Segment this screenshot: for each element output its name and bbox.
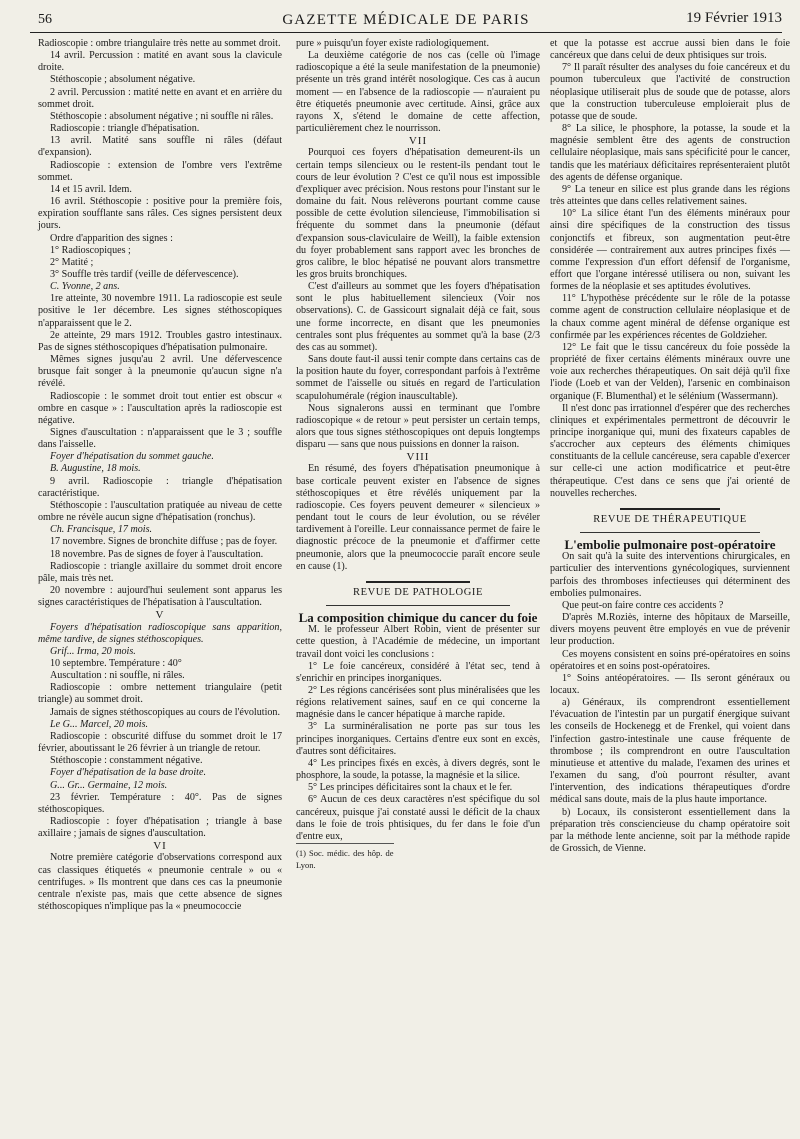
paragraph: 11° L'hypothèse précédente sur le rôle de la potasse comme agent de construction cellulaire néoplasique et de la chaux comme agent minéral de défense organique est confirmée par les expériences récentes de Goldzieher.: [550, 293, 790, 341]
paragraph: 1° Radioscopiques ;: [50, 244, 131, 256]
paragraph: pure » puisqu'un foyer existe radiologiquement.: [296, 38, 489, 49]
column-1: [38, 38, 282, 913]
divider: [326, 605, 510, 606]
section-heading: Foyers d'hépatisation radioscopique sans apparition, même tardive, de signes stéthoscopiques.: [38, 621, 282, 645]
paragraph: Stéthoscopie ; absolument négative.: [50, 74, 196, 86]
paragraph: 3° Souffle très tardif (veille de défervescence).: [50, 268, 239, 280]
case-name: C. Yvonne, 2 ans.: [50, 281, 120, 293]
paragraph: 4° Les principes fixés en excès, à divers degrés, sont le phosphore, la soude, la potasse, la magnésie et la silice.: [296, 757, 540, 782]
paragraph: 1° Soins antéopératoires. — Ils seront généraux ou locaux.: [550, 672, 790, 696]
paragraph: Nous signalerons aussi en terminant que l'ombre radioscopique « de retour » peut persister un certain temps, alors que tous signes stéthoscopiques ont depuis longtemps disparu — sans que nous puissions en donner la raison.: [296, 402, 540, 451]
paragraph: et que la potasse est accrue aussi bien dans le foie cancéreux que dans celui de deux phtisiques sur trois.: [550, 38, 790, 62]
paragraph: Stéthoscopie : absolument négative ; ni souffle ni râles.: [50, 110, 274, 122]
article-title: L'embolie pulmonaire post-opératoire: [564, 537, 776, 553]
paragraph: Radioscopie : ombre nettement triangulaire (petit triangle) au sommet droit.: [38, 682, 282, 706]
paragraph: 1° Le foie cancéreux, considéré à l'état sec, tend à s'enrichir en principes inorganiques.: [296, 660, 540, 684]
journal-title: GAZETTE MÉDICALE DE PARIS: [282, 12, 530, 28]
divider: [580, 532, 760, 533]
paragraph: Mêmes signes jusqu'au 2 avril. Une défervescence brusque fait songer à la pneumonie qu'aucun signe n'a révélé.: [38, 354, 282, 390]
paragraph: Stéthoscopie : l'auscultation pratiquée au niveau de cette ombre ne révèle aucun signe d'hépatisation (ronchus).: [38, 499, 282, 524]
paragraph: Radioscopie : ombre triangulaire très nette au sommet droit.: [38, 38, 281, 49]
paragraph: 20 novembre : aujourd'hui seulement sont apparus les signes caractéristiques de l'hépatisation à l'auscultation.: [38, 585, 282, 609]
paragraph: 17 novembre. Signes de bronchite diffuse ; pas de foyer.: [50, 536, 278, 548]
paragraph: 9 avril. Radioscopie : triangle d'hépatisation caractéristique.: [38, 475, 282, 499]
paragraph: Radioscopie : le sommet droit tout entier est obscur « ombre en casque » : l'auscultation après la radioscopie est négative.: [38, 390, 282, 426]
paragraph: 7° Il paraît résulter des analyses du foie cancéreux et du poumon tuberculeux que l'activité de construction néoplasique utiliserait plus de soude que de potasse, alors que la construction tuberculeuse emploierait plus de potasse que de soude.: [550, 62, 790, 122]
article-title: La composition chimique du cancer du foie: [298, 610, 538, 626]
review-label: REVUE DE PATHOLOGIE: [352, 586, 483, 598]
section-number: VIII: [406, 451, 430, 464]
section-number: V: [155, 609, 165, 622]
case-name: G... Gr... Germaine, 12 mois.: [50, 779, 168, 791]
paragraph: M. le professeur Albert Robin, vient de présenter sur cette question, à l'Académie de médecine, un important travail dont voici les conclusions :: [296, 624, 540, 660]
paragraph: 2° Matité ;: [50, 256, 94, 268]
paragraph: Pourquoi ces foyers d'hépatisation demeurent-ils un certain temps silencieux ou le restent-ils pendant tout le cours de leur évolution ? C'est ce qu'il nous est impossible d'expliquer avec précision. Nous restons pour l'instant sur le domaine du fait. Nous relèverons pourtant comme cause possible de cette évolution silencieuse, l'immobilisation si fréquente du sommet dans la pneumonie (défaut d'expansion sous-claviculaire de Weill), la faible extension du foyer probablement sans rapport avec les bronches de gros calibre, le bloc hépatisé ne pouvant alors transmettre les gros bruits bronchiques.: [296, 147, 540, 280]
paragraph: 2e atteinte, 29 mars 1912. Troubles gastro intestinaux. Pas de signes stéthoscopiques d'hépatisation pulmonaire.: [38, 329, 282, 353]
paragraph: 10° La silice étant l'un des éléments minéraux pour ainsi dire spécifiques de la construction des tissus conjonctifs et fibreux, son augmentation peut-être considérée — contrairement aux autres principes fixés — comme l'expression d'un effort défensif de l'organisme, effort que l'organe intéressé utilisera ou non, suivant les formes de la néoplasie et ses aptitudes évolutives.: [550, 208, 790, 293]
paragraph: Ces moyens consistent en soins pré-opératoires en soins opératoires et en soins post-opératoires.: [550, 648, 790, 672]
paragraph: 18 novembre. Pas de signes de foyer à l'auscultation.: [50, 548, 264, 560]
section-divider: [366, 581, 470, 583]
paragraph: Sans doute faut-il aussi tenir compte dans certains cas de la position haute du foyer, correspondant parfois à l'extrême sommet de l'aisselle ou situés en regard de l'articulation scapulohumérale (région inauscultable).: [296, 354, 540, 402]
issue-date: 19 Février 1913: [686, 10, 782, 26]
paragraph: b) Locaux, ils consisteront essentiellement dans la préparation très consciencieuse du champ opératoire soit par la méthode lente ancienne, soit par la méthode rapide de Grossich, de Vienne.: [550, 806, 790, 854]
paragraph: 2° Les régions cancérisées sont plus minéralisées que les régions relativement saines, sauf en ce qui concerne la magnésie dans le cancer hépatique à marche rapide.: [296, 684, 540, 721]
paragraph: 8° La silice, le phosphore, la potasse, la soude et la magnésie semblent être des agents de construction cellulaire néoplasique, mais sans spécificité pour le cancer, tandis que les matériaux déficitaires représenteraient plutôt des agents de défense organique.: [550, 123, 790, 183]
paragraph: D'après M.Roziès, interne des hôpitaux de Marseille, divers moyens peuvent être employés en vue de prévenir leur production.: [550, 612, 790, 648]
paragraph: 5° Les principes déficitaires sont la chaux et le fer.: [308, 782, 513, 794]
paragraph: 1re atteinte, 30 novembre 1911. La radioscopie est seule positive le 1er décembre. Les signes stéthoscopiques n'apparaissent que le 2.: [38, 293, 282, 329]
paragraph: Radioscopie : triangle axillaire du sommet droit encore pâle, mais très net.: [38, 560, 282, 584]
paragraph: Radioscopie : foyer d'hépatisation ; triangle à base axillaire ; jamais de signes d'auscultation.: [38, 816, 282, 840]
paragraph: 14 avril. Percussion : matité en avant sous la clavicule droite.: [38, 50, 282, 74]
paragraph: 3° La surminéralisation ne porte pas sur tous les principes inorganiques. Certains d'entre eux sont en excès, d'autres sont déficitaires.: [296, 721, 540, 757]
paragraph: Stéthoscopie : constamment négative.: [50, 755, 203, 767]
paragraph: C'est d'ailleurs au sommet que les foyers d'hépatisation sont le plus habituellement silencieux (Voir nos observations). C. de Gassicourt signalait déjà ce fait, sous une forme incorrecte, en disant que les pneumonies centrales sont plus fréquentes au sommet qu'à la base (2/3 des cas au sommet).: [296, 281, 540, 353]
case-name: Grif... Irma, 20 mois.: [50, 645, 136, 657]
paragraph: 6° Aucun de ces deux caractères n'est spécifique du sol cancéreux, puisque j'ai constaté aussi le déficit de la chaux dans le foie de trois phtisiques, du fer dans le foie d'un d'entre eux,: [296, 794, 540, 842]
paragraph: Il n'est donc pas irrationnel d'espérer que des recherches cliniques et expérimentales permettront de découvrir le principe inorganique qui, muni des fixateurs capables de s'accrocher aux cepteurs des éléments chimiques constituants de la cellule cancéreuse, sera capable d'exercer sur celle-ci une action modificatrice et peut-être thérapeutique. C'est dans ce sens que j'ai orienté de nouvelles recherches.: [550, 402, 791, 499]
paragraph: Que peut-on faire contre ces accidents ?: [562, 599, 724, 611]
case-name: B. Augustine, 18 mois.: [50, 463, 141, 475]
section-number: VII: [408, 135, 428, 148]
paragraph: Notre première catégorie d'observations correspond aux cas classiques étiquetés « pneumonie centrale » ou « centrifuges. » Ils montrent que dans ces cas la pneumonie centrale n'existe pas, mais que cette absence de signes stéthoscopiques n'implique pas la « pneumococcie: [38, 852, 282, 913]
case-name: Le G... Marcel, 20 mois.: [50, 718, 149, 730]
paragraph: 9° La teneur en silice est plus grande dans les régions très atteintes que dans celles relativement saines.: [550, 183, 790, 208]
page-number: 56: [38, 12, 52, 27]
paragraph: a) Généraux, ils comprendront essentiellement l'évacuation de l'intestin par un purgatif énergique suivant les conseils de Hockenegg et de Frenkel, qui voient dans l'infection gastro-intestinale une cause fréquente de thrombose ; ils comprendront en outre l'auscultation minutieuse et attentive du malade, l'examen des urines et l'examen du sang, d'où pourront résulter, avant l'intervention, des indications thérapeutiques d'ordre médical sans doute, mais de la plus haute importance.: [550, 697, 790, 806]
column-2: [296, 38, 540, 871]
paragraph: 13 avril. Matité sans souffle ni râles (défaut d'expansion).: [38, 135, 282, 159]
paragraph: 14 et 15 avril. Idem.: [50, 183, 132, 195]
case-heading: Foyer d'hépatisation de la base droite.: [50, 767, 206, 779]
paragraph: 16 avril. Stéthoscopie : positive pour la première fois, expiration soufflante sans râles. Ces signes persistent deux jours.: [38, 196, 282, 232]
section-divider: [620, 508, 720, 510]
case-name: Ch. Francisque, 17 mois.: [50, 524, 153, 536]
paragraph: Jamais de signes stéthoscopiques au cours de l'évolution.: [50, 706, 281, 718]
paragraph: La deuxième catégorie de nos cas (celle où l'image radioscopique a été la seule manifestation de la pneumonie) présente un très grand intérêt nosologique. Ces cas à aucun moment — en l'absence de la radioscopie — n'auraient pu être étiquetés pneumonie avec certitude. Ainsi, grâce aux rayons X, s'étend le domaine de cette affection, particulièrement chez le nourrisson.: [296, 50, 540, 135]
paragraph: Ordre d'apparition des signes :: [50, 232, 173, 244]
column-3: [550, 38, 790, 855]
paragraph: 2 avril. Percussion : matité nette en avant et en arrière du sommet droit.: [38, 86, 282, 110]
paragraph: Signes d'auscultation : n'apparaissent que le 3 ; souffle dans l'aisselle.: [38, 427, 282, 451]
page-header: [30, 6, 782, 33]
paragraph: On sait qu'à la suite des interventions chirurgicales, en particulier des interventions gynécologiques, surviennent parfois des thromboses infectieuses qui déterminent des embolies pulmonaires.: [550, 551, 790, 599]
paragraph: 10 septembre. Température : 40°: [50, 657, 182, 669]
paragraph: Radioscopie : obscurité diffuse du sommet droit le 17 février, aboutissant le 26 février à un triangle de retour.: [38, 730, 282, 755]
paragraph: Auscultation : ni souffle, ni râles.: [50, 670, 185, 682]
review-label: REVUE DE THÉRAPEUTIQUE: [593, 513, 747, 525]
footnote: (1) Soc. médic. des hôp. de Lyon.: [296, 843, 394, 871]
paragraph: 12° Le fait que le tissu cancéreux du foie possède la propriété de fixer certains éléments minéraux ouvre une voie aux recherches thérapeutiques. On sait déjà qu'il fixe l'iode (Loeb et van der Velden), l'arsenic en combinaison organique (F. Blumenthal) et le sélénium (Wassermann).: [550, 341, 790, 402]
paragraph: Radioscopie : triangle d'hépatisation.: [50, 123, 200, 135]
paragraph: En résumé, des foyers d'hépatisation pneumonique à base corticale peuvent exister en l'absence de signes stéthoscopiques et être révélés uniquement par la radioscopie. Ces foyers peuvent demeurer « silencieux » pendant tout le cours de leur évolution, ou se révéler tardivement à l'oreille. Leur connaissance permet de faire le diagnostic précoce de la pneumonie et d'affirmer cette pneumonie, alors que la pneumococcie paraît encore seule en cause (1).: [296, 463, 540, 572]
case-heading: Foyer d'hépatisation du sommet gauche.: [50, 451, 214, 463]
paragraph: Radioscopie : extension de l'ombre vers l'extrême sommet.: [38, 159, 282, 183]
section-number: VI: [153, 840, 167, 853]
paragraph: 23 février. Température : 40°. Pas de signes stéthoscopiques.: [38, 791, 282, 815]
